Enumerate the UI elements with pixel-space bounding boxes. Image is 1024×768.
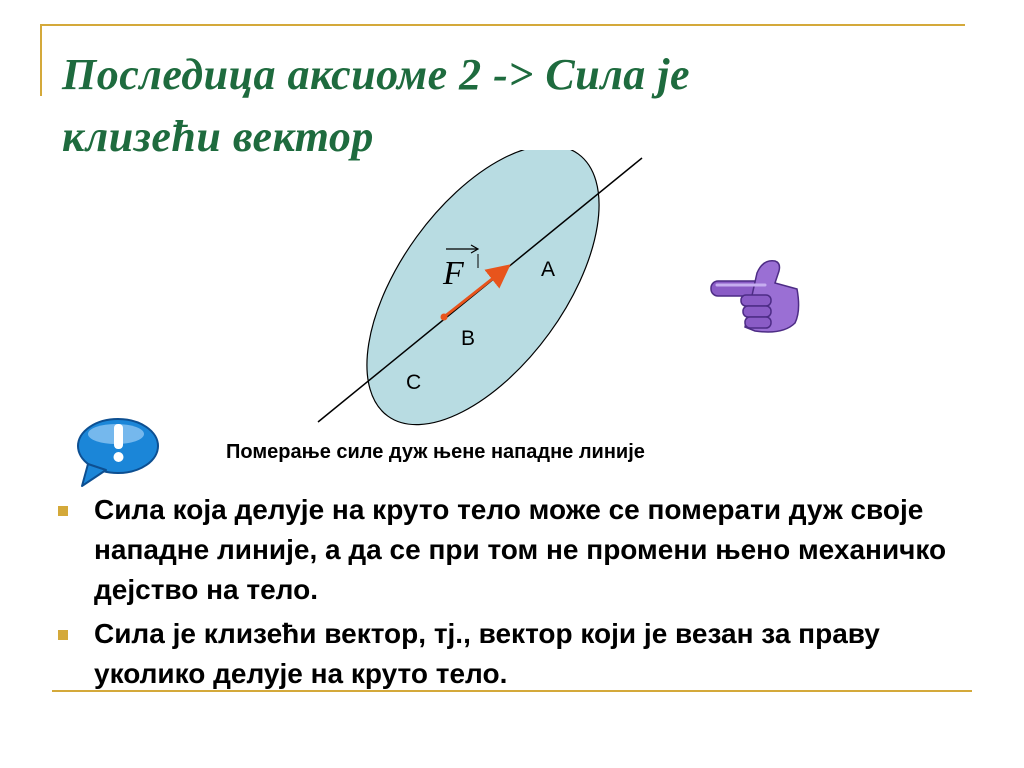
bullet-item [56,614,956,694]
exclamation-bubble-icon [70,412,162,490]
square-bullet-icon [58,506,68,516]
left-rule [40,24,42,96]
force-application-point [441,314,448,321]
sliding-vector-diagram [300,150,660,430]
diagram-caption: Померање силе дуж њене нападне линије [226,441,645,463]
title-line-1: Последица аксиоме 2 -> Сила је [62,50,691,99]
rigid-body-ellipse [321,150,644,430]
square-bullet-icon [58,630,68,640]
point-label-c: C [406,371,422,394]
point-label-b: B [461,327,476,350]
title-line-2: клизећи вектор [62,112,374,161]
bullet-list [56,490,956,698]
bullet-text: Сила је клизећи вектор, тј., вектор који је везан за праву уколико делује на круто тело. [94,618,880,689]
bullet-item [56,490,956,610]
point-label-a: A [541,258,556,281]
bottom-rule [52,690,972,692]
pointing-hand-icon [705,255,805,337]
top-rule [40,24,965,26]
bullet-text: Сила која делује на круто тело може се померати дуж своје нападне линије, а да се при том не промени њено механичко дејство на тело. [94,494,947,605]
vector-label: F [443,255,464,292]
